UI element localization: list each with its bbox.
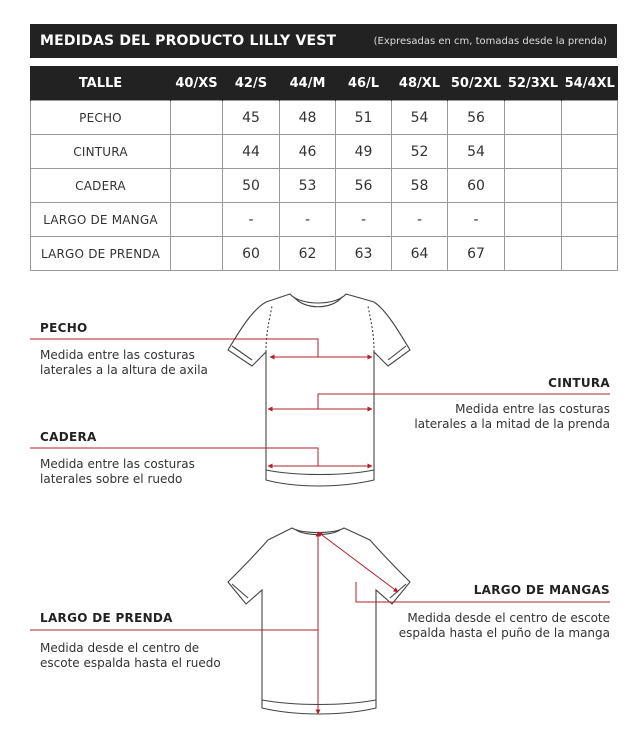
table-cell: 54 xyxy=(448,135,505,169)
table-cell: 56 xyxy=(448,101,505,135)
cadera-desc-line1: Medida entre las costuras xyxy=(40,457,195,471)
largo-prenda-heading: LARGO DE PRENDA xyxy=(40,611,173,625)
table-cell: 54 xyxy=(392,101,448,135)
largo-prenda-desc-line1: Medida desde el centro de xyxy=(40,641,200,655)
row-label: LARGO DE PRENDA xyxy=(31,237,171,271)
table-cell: 51 xyxy=(336,101,392,135)
largo-mangas-desc-line1: Medida desde el centro de escote xyxy=(407,611,610,625)
table-cell: 50 xyxy=(223,169,280,203)
table-cell: 53 xyxy=(280,169,336,203)
table-cell: 45 xyxy=(223,101,280,135)
table-cell: 49 xyxy=(336,135,392,169)
table-cell: 60 xyxy=(223,237,280,271)
cadera-desc-line2: laterales sobre el ruedo xyxy=(40,472,183,486)
table-cell: - xyxy=(392,203,448,237)
column-header: 44/M xyxy=(280,66,336,101)
table-cell: - xyxy=(223,203,280,237)
largo-mangas-heading: LARGO DE MANGAS xyxy=(473,583,610,597)
column-header: 48/XL xyxy=(392,66,448,101)
cadera-heading: CADERA xyxy=(40,430,97,444)
largo-mangas-desc-line2: espalda hasta el puño de la manga xyxy=(398,626,610,640)
cintura-desc-line2: laterales a la mitad de la prenda xyxy=(414,417,610,431)
table-cell: 52 xyxy=(392,135,448,169)
table-cell: 44 xyxy=(223,135,280,169)
table-cell: 62 xyxy=(280,237,336,271)
row-label: PECHO xyxy=(31,101,171,135)
column-header: 54/4XL xyxy=(562,66,618,101)
table-cell: 67 xyxy=(448,237,505,271)
column-header: 52/3XL xyxy=(505,66,562,101)
pecho-desc-line1: Medida entre las costuras xyxy=(40,348,195,362)
column-header: 42/S xyxy=(223,66,280,101)
table-cell: - xyxy=(448,203,505,237)
table-cell: 48 xyxy=(280,101,336,135)
pecho-description xyxy=(40,348,208,378)
table-cell: 56 xyxy=(336,169,392,203)
page-title: MEDIDAS DEL PRODUCTO LILLY VEST xyxy=(40,33,337,49)
table-cell: - xyxy=(280,203,336,237)
pecho-desc-line2: laterales a la altura de axila xyxy=(40,363,208,377)
tshirt-back-icon xyxy=(228,528,410,714)
column-header: 40/XS xyxy=(171,66,223,101)
table-cell: 63 xyxy=(336,237,392,271)
row-label: CADERA xyxy=(31,169,171,203)
column-header: 46/L xyxy=(336,66,392,101)
cintura-heading: CINTURA xyxy=(548,376,610,390)
cintura-desc-line1: Medida entre las costuras xyxy=(455,402,610,416)
row-label: CINTURA xyxy=(31,135,171,169)
column-header: 50/2XL xyxy=(448,66,505,101)
tshirt-front-icon xyxy=(228,294,410,486)
table-cell: 64 xyxy=(392,237,448,271)
largo-prenda-description xyxy=(40,641,221,671)
cintura-description xyxy=(414,402,610,432)
table-cell: - xyxy=(336,203,392,237)
cadera-description xyxy=(40,457,195,487)
pecho-heading: PECHO xyxy=(40,321,88,335)
table-cell: 58 xyxy=(392,169,448,203)
largo-prenda-desc-line2: escote espalda hasta el ruedo xyxy=(40,656,221,670)
row-label: LARGO DE MANGA xyxy=(31,203,171,237)
column-header: TALLE xyxy=(31,66,171,101)
page-subtitle: (Expresadas en cm, tomadas desde la prenda) xyxy=(373,35,607,47)
table-cell: 46 xyxy=(280,135,336,169)
largo-mangas-description xyxy=(399,611,610,641)
table-cell: 60 xyxy=(448,169,505,203)
